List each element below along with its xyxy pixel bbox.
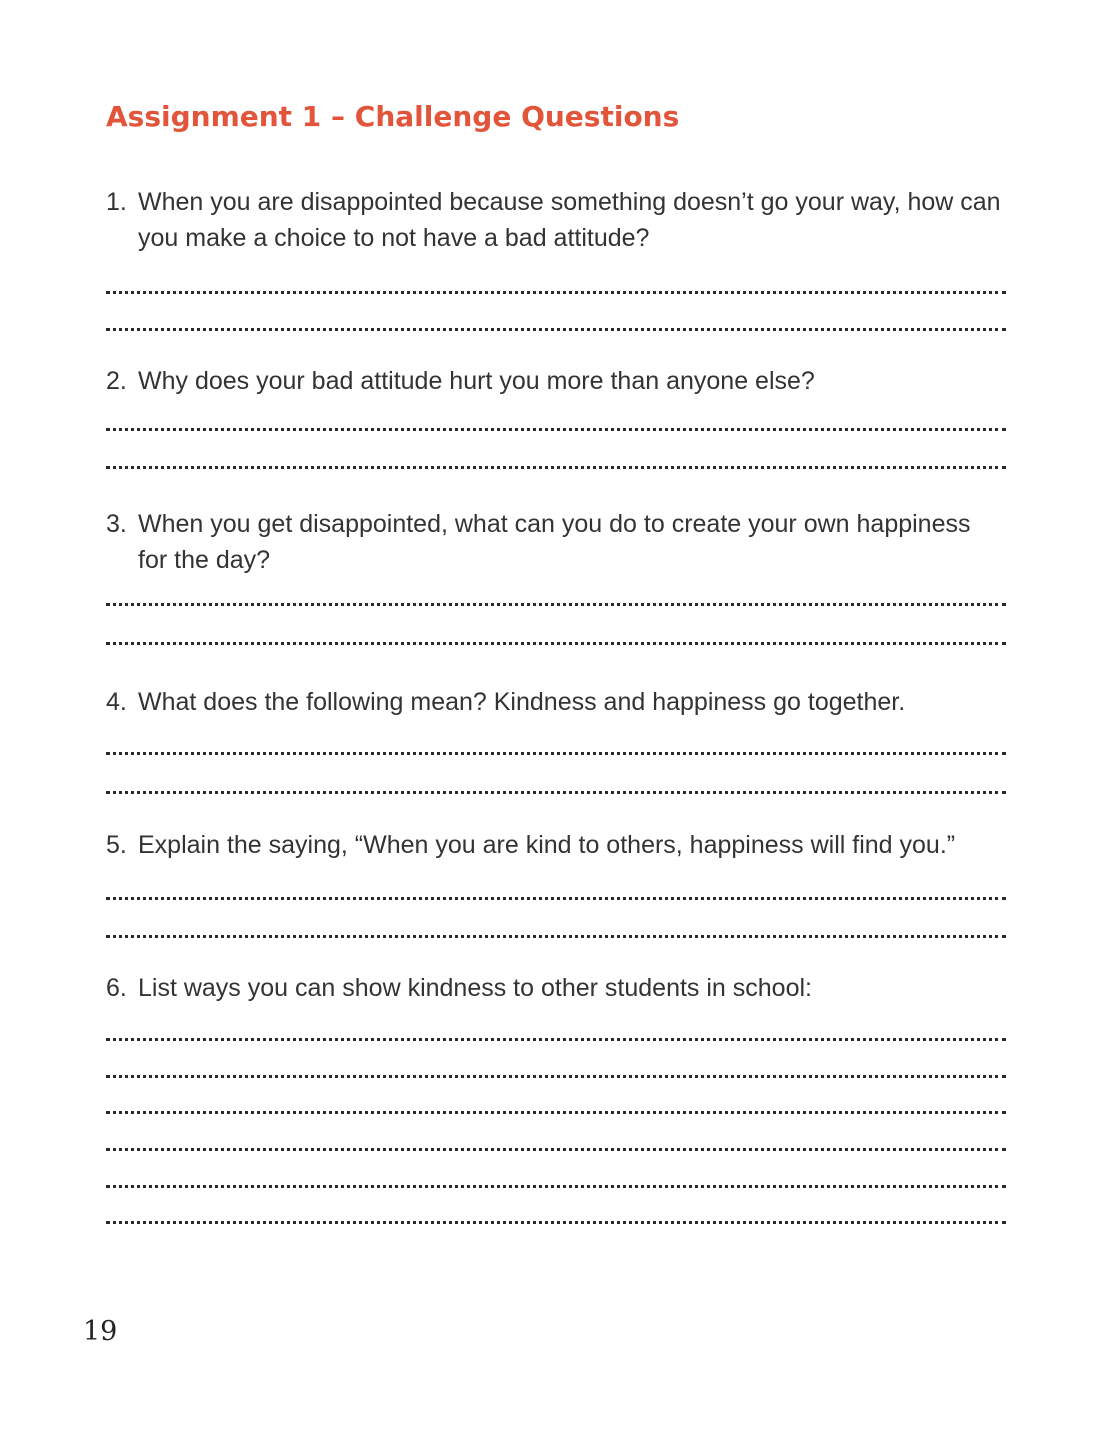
- page-title: Assignment 1 – Challenge Questions: [106, 100, 680, 133]
- question-text: List ways you can show kindness to other students in school:: [138, 974, 812, 1002]
- question-4: [106, 684, 1006, 720]
- question-number: 6.: [106, 974, 127, 1002]
- question-3: [106, 506, 1006, 578]
- answer-line[interactable]: [106, 1038, 1006, 1041]
- answer-line[interactable]: [106, 1075, 1006, 1078]
- answer-line[interactable]: [106, 328, 1006, 331]
- answer-line[interactable]: [106, 1111, 1006, 1114]
- answer-line[interactable]: [106, 642, 1006, 645]
- question-2: [106, 363, 1006, 399]
- question-text: Why does your bad attitude hurt you more than anyone else?: [138, 367, 815, 395]
- question-number: 4.: [106, 688, 127, 716]
- answer-line[interactable]: [106, 1185, 1006, 1188]
- question-number: 2.: [106, 367, 127, 395]
- answer-line[interactable]: [106, 1221, 1006, 1224]
- question-6: [106, 970, 1006, 1006]
- question-number: 1.: [106, 188, 127, 216]
- answer-line[interactable]: [106, 603, 1006, 606]
- answer-line[interactable]: [106, 897, 1006, 900]
- page-number: 19: [83, 1316, 118, 1347]
- answer-line[interactable]: [106, 752, 1006, 755]
- question-1: [106, 184, 1006, 256]
- question-number: 5.: [106, 831, 127, 859]
- answer-line[interactable]: [106, 791, 1006, 794]
- answer-line[interactable]: [106, 291, 1006, 294]
- question-text: Explain the saying, “When you are kind to others, happiness will find you.”: [138, 831, 956, 859]
- answer-line[interactable]: [106, 466, 1006, 469]
- question-text: What does the following mean? Kindness and happiness go together.: [138, 688, 906, 716]
- answer-line[interactable]: [106, 1148, 1006, 1151]
- question-5: [106, 827, 1006, 863]
- question-text: When you get disappointed, what can you do to create your own happiness for the day?: [138, 510, 971, 574]
- question-number: 3.: [106, 510, 127, 538]
- answer-line[interactable]: [106, 935, 1006, 938]
- question-text: When you are disappointed because something doesn’t go your way, how can you make a choice to not have a bad attitude?: [138, 188, 1001, 252]
- answer-line[interactable]: [106, 428, 1006, 431]
